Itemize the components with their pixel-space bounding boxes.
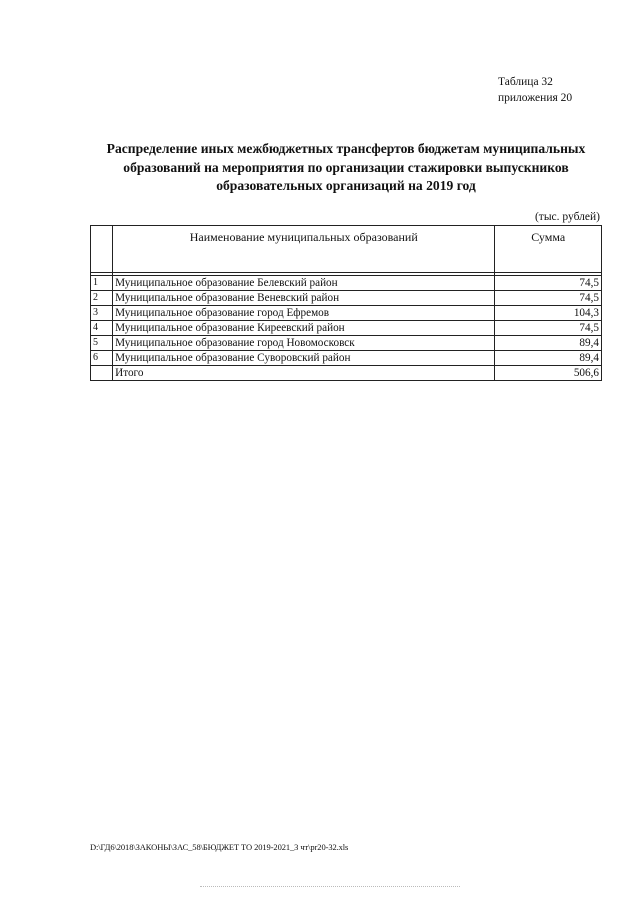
document-title: Распределение иных межбюджетных трансфертов бюджетам муниципальных образований на мероприятия по организации стажировки выпускников образовательных организаций на 2019 год (106, 141, 586, 193)
units-label: (тыс. рублей) (534, 211, 600, 223)
row-number: 3 (91, 306, 113, 321)
distribution-table (90, 225, 602, 381)
table-row (91, 321, 602, 336)
row-name: Муниципальное образование Киреевский район (113, 321, 495, 336)
row-sum: 89,4 (495, 351, 602, 366)
row-name: Муниципальное образование Суворовский район (113, 351, 495, 366)
total-sum: 506,6 (495, 366, 602, 381)
table-row (91, 351, 602, 366)
total-number-cell (91, 366, 113, 381)
table-header-row (91, 226, 602, 273)
appendix-label: приложения 20 (498, 92, 573, 104)
row-sum: 74,5 (495, 291, 602, 306)
row-number: 4 (91, 321, 113, 336)
row-sum: 104,3 (495, 306, 602, 321)
row-number: 6 (91, 351, 113, 366)
table-row (91, 336, 602, 351)
row-sum: 89,4 (495, 336, 602, 351)
total-label: Итого (113, 366, 495, 381)
table-row (91, 306, 602, 321)
table-row (91, 291, 602, 306)
scan-artifact-line (200, 886, 460, 888)
row-name: Муниципальное образование Веневский район (113, 291, 495, 306)
table-total-row (91, 366, 602, 381)
row-name: Муниципальное образование город Новомосковск (113, 336, 495, 351)
row-name: Муниципальное образование город Ефремов (113, 306, 495, 321)
file-path-footer: D:\ГД6\2018\ЗАКОНЫ\ЗАС_58\БЮДЖЕТ ТО 2019-2021_3 чт\pr20-32.xls (90, 842, 349, 852)
header-sum-cell: Сумма (495, 226, 602, 273)
row-number: 1 (91, 276, 113, 291)
header-name-cell: Наименование муниципальных образований (113, 226, 495, 273)
row-sum: 74,5 (495, 321, 602, 336)
row-name: Муниципальное образование Белевский район (113, 276, 495, 291)
row-number: 5 (91, 336, 113, 351)
header-number-cell (91, 226, 113, 273)
row-number: 2 (91, 291, 113, 306)
table-reference (498, 74, 598, 106)
row-sum: 74,5 (495, 276, 602, 291)
table-number-label: Таблица 32 (498, 76, 553, 88)
table-row (91, 276, 602, 291)
